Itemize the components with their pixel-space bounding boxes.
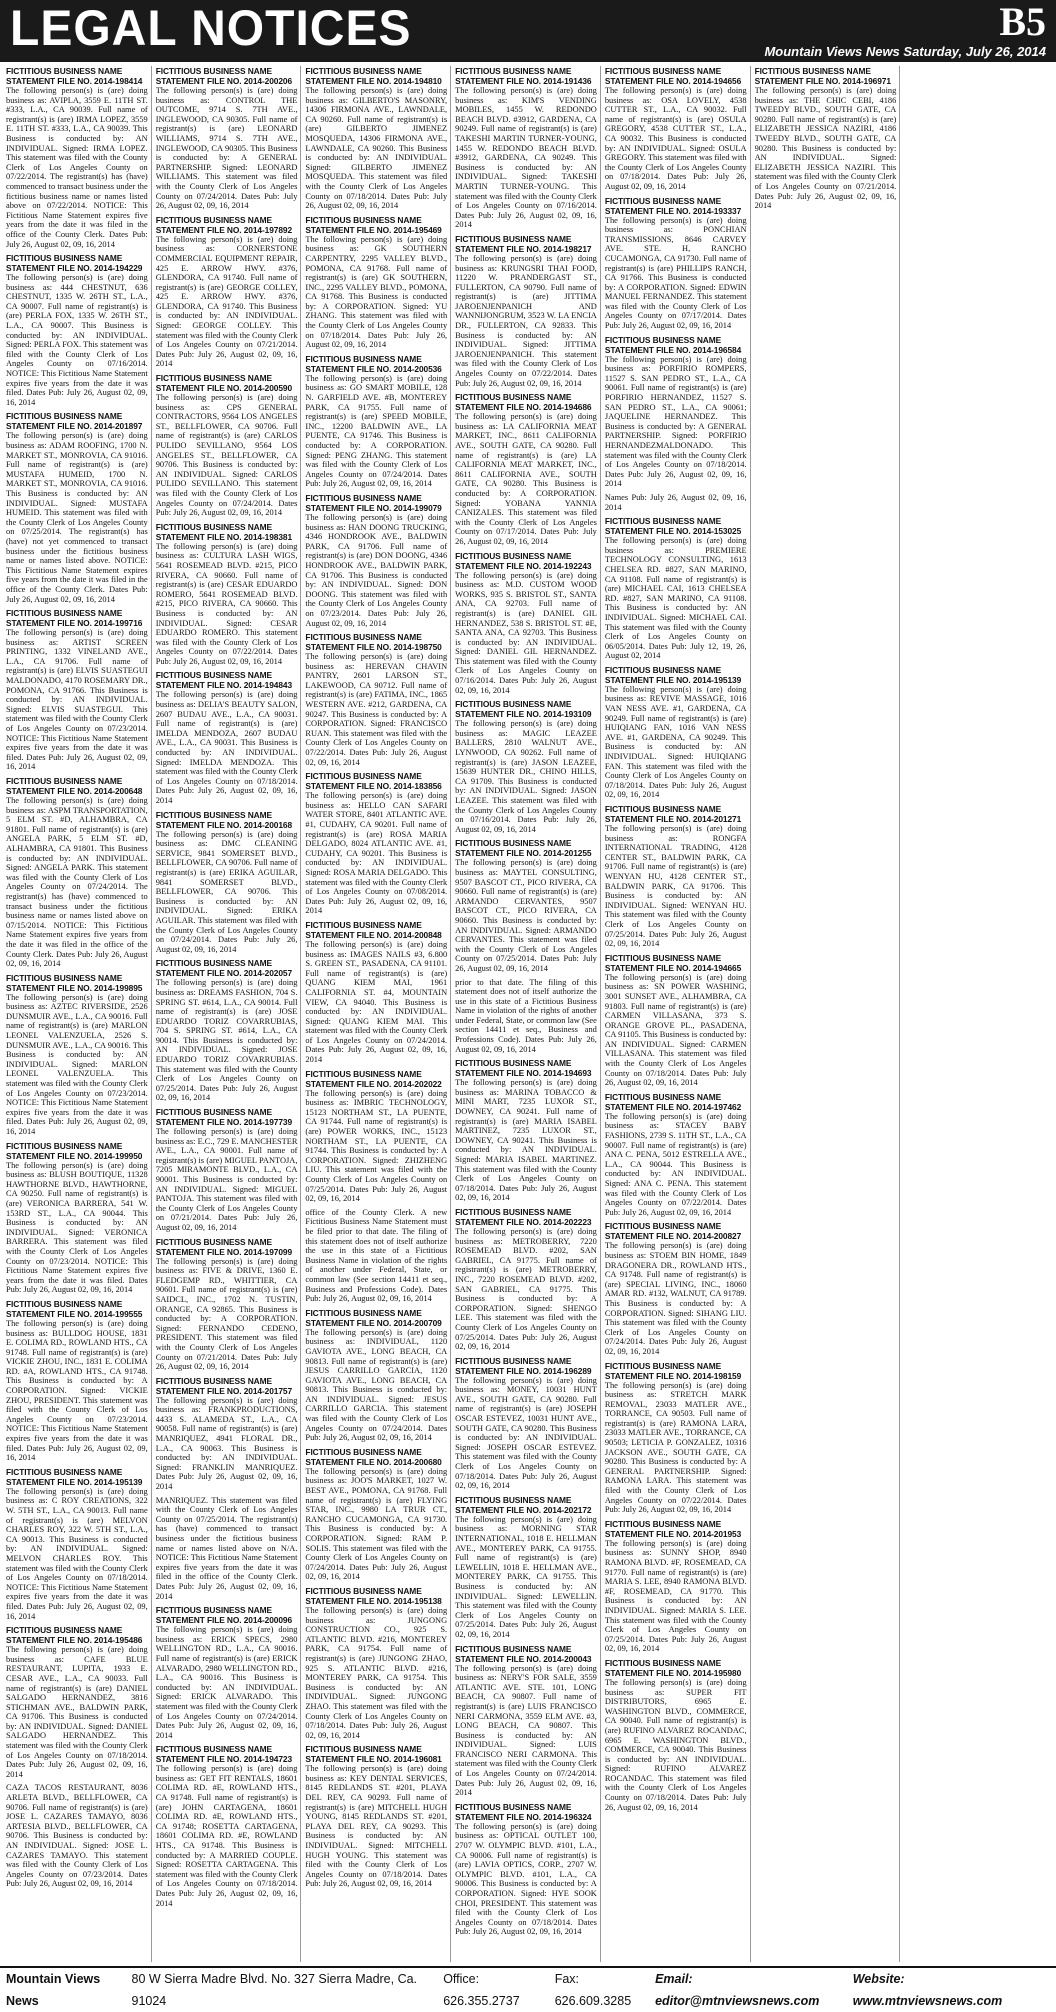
legal-notice xyxy=(305,215,447,350)
notice-body: The following person(s) is (are) doing business as: JUNGONG CONSTRUCTION CO., 925 S. ATLANTIC BLVD. #216, MONTEREY PARK, CA 91754. Full name of registrant(s) is (are) JUNGONG ZHAO, 925 S. ATLANTIC BLVD. #216, MONTEREY PARK, CA 91754. This Business is conducted by: AN INDIVIDUAL. Signed: JUNGONG ZHAO. This statement was filed with the County Clerk of Los Angeles County on 07/18/2014. Dates Pub: July 26, August 02, 09, 16, 2014 xyxy=(305,1605,448,1740)
notice-heading: FICTITIOUS BUSINESS NAME STATEMENT FILE NO. 2014-153025 xyxy=(604,516,742,537)
notice-heading: FICTITIOUS BUSINESS NAME STATEMENT FILE NO. 2014-200206 xyxy=(155,66,293,86)
notice-body: The following person(s) is (are) doing business as: C ROY CREATIONS, 322 W. 5TH ST., L.A., CA 90013. Full name of registrant(s) is (are) MELVON CHARLES ROY, 322 W. 5TH ST., L.A., CA 90013. This Business is conducted by: AN INDIVIDUAL. Signed: MELVON CHARLES ROY. This statement was filed with the County Clerk of Los Angeles County on 07/18/2014. NOTICE: This Fictitious Name Statement expires five years from the date it was filed. Dates Pub: July 26, August 02, 09, 16, 2014 xyxy=(6,1486,148,1621)
notice-heading: FICTITIOUS BUSINESS NAME STATEMENT FILE NO. 2014-201757 xyxy=(155,1375,293,1396)
notice-body: The following person(s) is (are) doing business as: HAN DOONG TRUCKING, 4346 HONDROOK AVE., BALDWIN PARK, CA 91706. Full name of registrant(s) is (are) DON DOONG, 4346 HONDROOK AVE., BALDWIN PARK, CA 91706. This Business is conducted by: AN INDIVIDUAL. Signed: DON DOONG. This statement was filed with the County Clerk of Los Angeles County on 07/23/2014. Dates Pub: July 26, August 02, 09, 16, 2014 xyxy=(305,512,448,628)
notice-body: The following person(s) is (are) doing business as: HELLO CAN SAFARI WATER STORE, 8401 ATLANTIC AVE. #1, CUDAHY, CA 90201. Full name of registrant(s) is (are) ROSA MARIA DELGADO, 8024 ATLANTIC AVE. #1, CUDAHY, CA 90201. This Business is conducted by: AN INDIVIDUAL. Signed: ROSA MARIA DELGADO. This statement was filed with the County Clerk of Los Angeles County on 07/08/2014. Dates Pub: July 26, August 02, 09, 16, 2014 xyxy=(305,791,448,916)
notice-body: The following person(s) is (are) doing business as: MAYTEL CONSULTING, 9507 BASCOT CT., PICO RIVERA, CA 90660. Full name of registrant(s) is (are) ARMANDO CERVANTES, 9507 BASCOT CT., PICO RIVERA, CA 90660. This Business is conducted by: AN INDIVIDUAL. Signed: ARMANDO CERVANTES. This statement was filed with the County Clerk of Los Angeles County on 07/25/2014. Dates Pub: July 26, August 02, 09, 16, 2014 xyxy=(455,858,597,973)
legal-notice xyxy=(605,1092,747,1218)
notice-body: Names Pub: July 26, August 02, 09, 16, 2014 xyxy=(604,492,747,512)
notice-body: The following person(s) is (are) doing business as: STRETCH MARK REMOVAL, 23033 MATLER AVE., TORRANCE, CA 90503. Full name of registrant(s) is (are) RAMONA LARA, 23033 MATLER AVE., TORRANCE, CA 90503; LETICIA P. GONZALEZ, 10316 JACKSON AVE., SOUTH GATE, CA 90280. This Business is conducted by: A GENERAL PARTNERSHIP. Signed: RAMONA LARA. This statement was filed with the County Clerk of Los Angeles County on 07/22/2014. Dates Pub: July 26, August 02, 09, 16, 2014 xyxy=(604,1380,747,1515)
page-footer xyxy=(0,1966,1056,2008)
notice-body: The following person(s) is (are) doing business as: CULTURA LASH WIGS, 5641 ROSEMEAD BLVD. #215, PICO RIVERA, CA 90660. Full name of registrant(s) is (are) CESAR EDUARDO ROMERO, 5641 ROSEMEAD BLVD. #215, PICO RIVERA, CA 90660. This Business is conducted by: AN INDIVIDUAL. Signed: CESAR EDUARDO ROMERO. This statement was filed with the County Clerk of Los Angeles County on 07/22/2014. Dates Pub: July 26, August 02, 09, 16, 2014 xyxy=(155,541,298,666)
notice-heading: FICTITIOUS BUSINESS NAME STATEMENT FILE NO. 2014-198381 xyxy=(155,521,293,542)
notice-body: The following person(s) is (are) doing business as: FRANKPRODUCTIONS, 4433 S. ALAMEDA ST., L.A., CA 90058. Full name of registrant(s) is (are) MANRIQUEZ, 4941 FLORAL DR., L.A., CA 90063. This Business is conducted by: AN INDIVIDUAL. Signed: FRANKLIN MANRIQUEZ. Dates Pub: July 26, August 02, 09, 16, 2014 xyxy=(155,1395,298,1492)
notice-heading: FICTITIOUS BUSINESS NAME STATEMENT FILE NO. 2014-195469 xyxy=(305,214,442,235)
notice-body: The following person(s) is (are) doing business as: CAFE BLUE RESTAURANT, LUPITA, 1933 E. CESAR AVE., L.A., CA 90033. Full name of registrant(s) is (are) DANIEL SALGADO HERNANDEZ, 3816 STICHMAN AVE., BALDWIN PARK, CA 91706. This Business is conducted by: AN INDIVIDUAL. Signed: DANIEL SALGADO HERNANDEZ. This statement was filed with the County Clerk of Los Angeles County on 07/18/2014. Dates Pub: July 26, August 02, 09, 16, 2014 xyxy=(6,1645,148,1779)
notice-heading: FICTITIOUS BUSINESS NAME STATEMENT FILE NO. 2014-202172 xyxy=(455,1494,592,1515)
legal-notice xyxy=(455,551,597,696)
legal-notice xyxy=(156,1605,298,1740)
legal-notice xyxy=(605,516,747,661)
footer-email: Email: editor@mtnviewsnews.com xyxy=(655,1972,820,2008)
notice-body: The following person(s) is (are) doing business as: IMBRIC TECHNOLOGY, 15123 NORTHAM ST., LA PUENTE, CA 91744. Full name of registrant(s) is (are) POWER WORKS, INC., 15123 NORTHAM ST., LA PUENTE, CA 91744. This Business is conducted by: A CORPORATION. Signed: ZHIZHENG LIU. This statement was filed with the County Clerk of Los Angeles County on 07/25/2014. Dates Pub: July 26, August 02, 09, 16, 2014 xyxy=(305,1088,448,1204)
column-5 xyxy=(605,66,751,1962)
footer-office-phone: Office: 626.355.2737 xyxy=(443,1972,520,2008)
legal-notice xyxy=(156,958,298,1103)
legal-notice xyxy=(6,1299,148,1463)
notice-heading: FICTITIOUS BUSINESS NAME STATEMENT FILE NO. 2014-200680 xyxy=(305,1446,442,1467)
legal-notice xyxy=(305,1744,447,1889)
legal-notice xyxy=(605,1658,747,1812)
legal-notice xyxy=(156,810,298,955)
notice-body: The following person(s) is (are) doing business as: MONEY, 10031 HUNT AVE., SOUTH GATE, CA 90280. Full name of registrant(s) is (are) JOSEPH OSCAR ESTEVEZ, 10031 HUNT AVE., SOUTH GATE, CA 90280. This Business is conducted by: AN INDIVIDUAL. Signed: JOSEPH OSCAR ESTEVEZ. This statement was filed with the County Clerk of Los Angeles County on 07/18/2014. Dates Pub: July 26, August 02, 09, 16, 2014 xyxy=(455,1375,597,1491)
legal-notice xyxy=(156,66,298,211)
column-2 xyxy=(156,66,302,1962)
notice-body: The following person(s) is (are) doing business as: CORNERSTONE COMMERCIAL EQUIPMENT REPAIR, 425 E. ARROW HWY. #376, GLENDORA, CA 91740. Full name of registrant(s) is (are) GEORGE COLLEY, 425 E. ARROW HWY. #376, GLENDORA, CA 91740. This Business is conducted by: AN INDIVIDUAL. Signed: GEORGE COLLEY. This statement was filed with the County Clerk of Los Angeles County on 07/21/2014. Dates Pub: July 26, August 02, 09, 16, 2014 xyxy=(155,234,298,369)
notice-heading: FICTITIOUS BUSINESS NAME STATEMENT FILE NO. 2014-183856 xyxy=(305,771,442,792)
legal-notice xyxy=(305,771,447,916)
legal-notice xyxy=(305,632,447,767)
notice-body: The following person(s) is (are) doing business as: RONGFA INTERNATIONAL TRADING, 4128 CENTER ST., BALDWIN PARK, CA 91706. Full name of registrant(s) is (are) WENYAN HU, 4128 CENTER ST., BALDWIN PARK, CA 91706. This Business is conducted by: AN INDIVIDUAL. Signed: WENYAN HU. This statement was filed with the County Clerk of Los Angeles County on 07/25/2014. Dates Pub: July 26, August 02, 09, 16, 2014 xyxy=(604,824,747,949)
notice-body: office of the County Clerk. A new Fictitious Business Name Statement must be filed prior to that date. The filing of this statement does not of itself authorize the use in this state of a Fictitious Business Name in violation of the rights of another under Federal, State, or common law (See section 14411 et seq., Business and Professions Code). Dates Pub: July 26, August 02, 09, 16, 2014 xyxy=(305,1207,448,1304)
notice-body: The following person(s) is (are) doing business as: KIM'S VENDING MOBILES, 1455 W. REDONDO BEACH BLVD. #3912, GARDENA, CA 90249. Full name of registrant(s) is (are) TAKESHI MARTIN TURNER-YOUNG, 1455 W. REDONDO BEACH BLVD. #3912, GARDENA, CA 90249. This Business is conducted by: AN INDIVIDUAL. Signed: TAKESHI MARTIN TURNER-YOUNG. This statement was filed with the County Clerk of Los Angeles County on 07/16/2014. Dates Pub: July 26, August 02, 09, 16, 2014 xyxy=(455,86,597,230)
notice-body: The following person(s) is (are) doing business as: THE CHIC CEBI, 4186 TWEEDY BLVD., SOUTH GATE, CA 90280. Full name of registrant(s) is (are) ELIZABETH JESSICA NAZIRI, 4186 TWEEDY BLVD., SOUTH GATE, CA 90280. This Business is conducted by: AN INDIVIDUAL. Signed: ELIZABETH JESSICA NAZIRI. This statement was filed with the County Clerk of Los Angeles County on 07/21/2014. Dates Pub: July 26, August 02, 09, 16, 2014 xyxy=(754,86,897,211)
legal-notice xyxy=(455,1058,597,1203)
column-4 xyxy=(455,66,601,1962)
legal-notice xyxy=(156,373,298,518)
notice-body: The following person(s) is (are) doing business as: SUNNY SHOP, 8940 RAMONA BLVD. #F, ROSEMEAD, CA 91770. Full name of registrant(s) is (are) MARIA S. LEE, 8940 RAMONA BLVD. #F, ROSEMEAD, CA 91770. This Business is conducted by: AN INDIVIDUAL. Signed: MARIA S. LEE. This statement was filed with the County Clerk of Los Angeles County on 07/25/2014. Dates Pub: July 26, August 02, 09, 16, 2014 xyxy=(604,1538,747,1654)
notice-body: The following person(s) is (are) doing business as: GILBERTO'S MASONRY, 14306 FIRMONA AVE., LAWNDALE, CA 90260. Full name of registrant(s) is (are) GILBERTO JIMENEZ MOSQUEDA, 14306 FIRMONA AVE., LAWNDALE, CA 90260. This Business is conducted by: AN INDIVIDUAL. Signed: GILBERTO JIMENEZ MOSQUEDA. This statement was filed with the County Clerk of Los Angeles County on 07/18/2014. Dates Pub: July 26, August 02, 09, 16, 2014 xyxy=(305,86,448,211)
legal-notice xyxy=(455,66,597,230)
column-7 xyxy=(904,66,1050,1962)
notice-heading: FICTITIOUS BUSINESS NAME STATEMENT FILE NO. 2014-201953 xyxy=(604,1518,742,1539)
notice-heading: FICTITIOUS BUSINESS NAME STATEMENT FILE NO. 2014-198750 xyxy=(305,632,442,653)
notice-body: The following person(s) is (are) doing business as: BULLDOG HOUSE, 1831 E. COLIMA RD., ROWLAND HTS., CA 91748. Full name of registrant(s) is (are) VICKIE ZHOU, INC., 1831 E. COLIMA RD. #A, ROWLAND HTS., CA 91748. This Business is conducted by: A CORPORATION. Signed: VICKIE ZHOU, PRESIDENT. This statement was filed with the County Clerk of Los Angeles County on 07/23/2014. NOTICE: This Fictitious Name Statement expires five years from the date it was filed. Dates Pub: July 26, August 02, 09, 16, 2014 xyxy=(6,1318,148,1463)
legal-notice xyxy=(455,1802,597,1937)
notice-heading: FICTITIOUS BUSINESS NAME STATEMENT FILE NO. 2014-200043 xyxy=(455,1643,592,1664)
notice-body: The following person(s) is (are) doing business as: M.D. CUSTOM WOOD WORKS, 935 S. BRISTOL ST., SANTA ANA, CA 92703. Full name of registrant(s) is (are) DANIEL GIL HERNANDEZ, 538 S. BRISTOL ST. #E, SANTA ANA, CA 92703. This Business is conducted by: AN INDIVIDUAL. Signed: DANIEL GIL HERNANDEZ. This statement was filed with the County Clerk of Los Angeles County on 07/16/2014. Dates Pub: July 26, August 02, 09, 16, 2014 xyxy=(455,570,597,695)
notice-heading: FICTITIOUS BUSINESS NAME STATEMENT FILE NO. 2014-191436 xyxy=(455,66,592,86)
legal-notice xyxy=(305,1208,447,1304)
legal-notice xyxy=(305,493,447,628)
footer-fax: Fax: 626.609.3285 xyxy=(554,1972,632,2008)
legal-notice xyxy=(605,1519,747,1654)
notice-body: The following person(s) is (are) doing business as: SN POWER WASHING, 3001 SUNSET AVE., ALHAMBRA, CA 91803. Full name of registrant(s) is (are) CARMEN VILLASANA, 373 S. ORANGE GROVE PL., PASADENA, CA 91105. This Business is conducted by: AN INDIVIDUAL. Signed: CARMEN VILLASANA. This statement was filed with the County Clerk of Los Angeles County on 07/18/2014. Dates Pub: July 26, August 02, 09, 16, 2014 xyxy=(604,972,747,1088)
notice-body: CAZA TACOS RESTAURANT, 8036 ARLETA BLVD., BELLFLOWER, CA 90706. Full name of registrant(s) is (are) JOSE L. CAZARES TAMAYO, 8036 ARTESIA BLVD., BELLFLOWER, CA 90706. This Business is conducted by: AN INDIVIDUAL. Signed: JOSE L. CAZARES TAMAYO. This statement was filed with the County Clerk of Los Angeles County on 07/23/2014. Dates Pub: July 26, August 02, 09, 16, 2014 xyxy=(6,1783,148,1889)
notice-body: The following person(s) is (are) doing business as: E.C., 729 E. MANCHESTER AVE., L.A., CA 90001. Full name of registrant(s) is (are) MIGUEL PANTOJA, 7205 MIRAMONTE BLVD., L.A., CA 90001. This Business is conducted by: AN INDIVIDUAL. Signed: MIGUEL PANTOJA. This statement was filed with the County Clerk of Los Angeles County on 07/21/2014. Dates Pub: July 26, August 02, 09, 16, 2014 xyxy=(155,1127,298,1232)
notice-heading: FICTITIOUS BUSINESS NAME STATEMENT FILE NO. 2014-196324 xyxy=(455,1801,592,1822)
notice-heading: FICTITIOUS BUSINESS NAME STATEMENT FILE NO. 2014-194723 xyxy=(155,1744,293,1765)
legal-notice xyxy=(6,973,148,1137)
notice-body: The following person(s) is (are) doing business as: IMAGES NAILS #3, 6.800 S. GREEN ST., PASADENA, CA 91101. Full name of registrant(s) is (are) QUANG KIEM MAI, 1961 CALIFORNIA ST. #4, MOUNTAIN VIEW, CA 94040. This Business is conducted by: AN INDIVIDUAL. Signed: QUANG KIEM MAI. This statement was filed with the County Clerk of Los Angeles County on 07/24/2014. Dates Pub: July 26, August 02, 09, 16, 2014 xyxy=(305,939,448,1065)
legal-notice xyxy=(6,1467,148,1621)
legal-notice xyxy=(156,1376,298,1492)
notice-heading: FICTITIOUS BUSINESS NAME STATEMENT FILE NO. 2014-195138 xyxy=(305,1585,442,1606)
legal-notice xyxy=(156,1237,298,1372)
notice-body: The following person(s) is (are) doing business as: ADAM ROOFING, 1700 N. MARKET ST., MONROVIA, CA 91016. Full name of registrant(s) is (are) MUSTAFA HUMEID, 1700 N. MARKET ST., MONROVIA, CA 91016. This Business is conducted by: AN INDIVIDUAL. Signed: MUSTAFA HUMEID. This statement was filed with the County Clerk of Los Angeles County on 07/25/2014. The registrant(s) has (have) not yet commenced to transact business under the fictitious business name or names listed above. NOTICE: This Fictitious Name Statement expires five years from the date it was filed in the office of the County Clerk. Dates Pub: July 26, August 02, 09, 16, 2014 xyxy=(6,431,148,604)
legal-notice xyxy=(6,411,148,604)
footer-website: Website: www.mtnviewsnews.com xyxy=(852,1972,1003,2008)
legal-notice xyxy=(605,804,747,949)
notice-heading: FICTITIOUS BUSINESS NAME STATEMENT FILE NO. 2014-199079 xyxy=(305,492,442,513)
legal-notice xyxy=(605,1361,747,1515)
notice-heading: FICTITIOUS BUSINESS NAME STATEMENT FILE NO. 2014-200168 xyxy=(155,809,293,830)
notice-heading: FICTITIOUS BUSINESS NAME STATEMENT FILE NO. 2014-197739 xyxy=(155,1107,293,1128)
notice-heading: FICTITIOUS BUSINESS NAME STATEMENT FILE NO. 2014-201897 xyxy=(6,411,143,432)
notice-body: The following person(s) is (are) doing business as: STOEM BIN HOME, 1849 DRAGONERA DR., ROWLAND HTS., CA 91748. Full name of registrant(s) is (are) SPECIAL LIVING, INC., 18060 AMAR RD. #132, WALNUT, CA 91789. This Business is conducted by: A CORPORATION. Signed: SIHANG LIU. This statement was filed with the County Clerk of Los Angeles County on 07/24/2014. Dates Pub: July 26, August 02, 09, 16, 2014 xyxy=(604,1241,747,1356)
notice-body: The following person(s) is (are) doing business as: STACEY BABY FASHIONS, 2739 S. 11TH ST., L.A., CA 90007. Full name of registrant(s) is (are) ANA C. PENA, 5012 ESTRELLA AVE., L.A., CA 90044. This Business is conducted by: AN INDIVIDUAL. Signed: ANA C. PENA. This statement was filed with the County Clerk of Los Angeles County on 07/22/2014. Dates Pub: July 26, August 02, 09, 16, 2014 xyxy=(604,1111,747,1217)
notice-heading: FICTITIOUS BUSINESS NAME STATEMENT FILE NO. 2014-193109 xyxy=(455,699,592,720)
notice-body: The following person(s) is (are) doing business as: MARINA TOBACCO & MINI MART, 7235 LUXOR ST., DOWNEY, CA 90241. Full name of registrant(s) is (are) MARIA ISABEL MARTINEZ, 7235 LUXOR ST., DOWNEY, CA 90241. This Business is conducted by: AN INDIVIDUAL. Signed: MARIA ISABEL MARTINEZ. This statement was filed with the County Clerk of Los Angeles County on 07/18/2014. Dates Pub: July 26, August 02, 09, 16, 2014 xyxy=(455,1078,597,1203)
legal-notice xyxy=(455,234,597,388)
legal-notice xyxy=(156,1496,298,1602)
legal-notice xyxy=(305,354,447,489)
notice-body: The following person(s) is (are) doing business as: ASPM TRANSPORTATION, 5 ELM ST. #D, ALHAMBRA, CA 91801. Full name of registrant(s) is (are) ANGELA PARK, 5 ELM ST. #D, ALHAMBRA, CA 91801. This Business is conducted by: AN INDIVIDUAL. Signed: ANGELA PARK. This statement was filed with the County Clerk of Los Angeles County on 07/24/2014. The registrant(s) has (have) commenced to transact business under the fictitious business name or names listed above on 07/15/2014. NOTICE: This Fictitious Name Statement expires five years from the date it was filed in the office of the County Clerk. Dates Pub: July 26, August 02, 09, 16, 2014 xyxy=(6,796,148,969)
notice-body: The following person(s) is (are) doing business as: MORNING STAR INTERNATIONAL, 1018 E. HELLMAN AVE., MONTEREY PARK, CA 91755. Full name of registrant(s) is (are) LEWELLIN, 1018 E. HELLMAN AVE., MONTEREY PARK, CA 91755. This Business is conducted by: AN INDIVIDUAL. Signed: LEWELLIN. This statement was filed with the County Clerk of Los Angeles County on 07/25/2014. Dates Pub: July 26, August 02, 09, 16, 2014 xyxy=(455,1514,597,1639)
legal-notice xyxy=(605,1221,747,1356)
legal-notice xyxy=(156,1107,298,1233)
notice-heading: FICTITIOUS BUSINESS NAME STATEMENT FILE NO. 2014-200536 xyxy=(305,353,442,374)
notice-heading: FICTITIOUS BUSINESS NAME STATEMENT FILE NO. 2014-196971 xyxy=(754,66,891,86)
legal-notice xyxy=(605,196,747,331)
footer-address: 80 W Sierra Madre Blvd. No. 327 Sierra Madre, Ca. 91024 xyxy=(131,1972,418,2008)
notice-body: The following person(s) is (are) doing business as: HEREVAN CHAVIN PANTRY, 2601 LARSON ST., LAKEWOOD, CA 90712. Full name of registrant(s) is (are) FATIMA, INC., 1865 WESTERN AVE. #212, GARDENA, CA 90247. This Business is conducted by: A CORPORATION. Signed: FRANCISCO RUAN. This statement was filed with the County Clerk of Los Angeles County on 07/22/2014. Dates Pub: July 26, August 02, 09, 16, 2014 xyxy=(305,652,448,767)
legal-notice xyxy=(455,1644,597,1798)
notice-body: The following person(s) is (are) doing business as: AZTEC RIVERSIDE, 2526 DUNSMUIR AVE., L.A., CA 90016. Full name of registrant(s) is (are) MARLON LEONEL VALENZUELA, 2526 S. DUNSMUIR AVE., L.A., CA 90016. This Business is conducted by: AN INDIVIDUAL. Signed: MARLON LEONEL VALENZUELA. This statement was filed with the County Clerk of Los Angeles County on 07/23/2014. NOTICE: This Fictitious Name Statement expires five years from the date it was filed. Dates Pub: July 26, August 02, 09, 16, 2014 xyxy=(6,992,148,1136)
notice-body: The following person(s) is (are) doing business as: NERY'S FOR SALE, 3559 ATLANTIC AVE. STE. 101, LONG BEACH, CA 90807. Full name of registrant(s) is (are) LUIS FRANCISCO NERI CARMONA, 3559 ELM AVE. #3, LONG BEACH, CA 90807. This Business is conducted by: AN INDIVIDUAL. Signed: LUIS FRANCISCO NERI CARMONA. This statement was filed with the County Clerk of Los Angeles County on 07/24/2014. Dates Pub: July 26, August 02, 09, 16, 2014 xyxy=(455,1663,597,1798)
legal-notice xyxy=(305,66,447,211)
notice-heading: FICTITIOUS BUSINESS NAME STATEMENT FILE NO. 2014-192243 xyxy=(455,550,592,571)
notice-body: The following person(s) is (are) doing business as: 444 CHESTNUT, 636 CHESTNUT, 1335 W. 26TH ST., L.A., CA 90007. Full name of registrant(s) is (are) PERLA FOX, 1335 W. 26TH ST., L.A., CA 90007. This Business is conducted by: AN INDIVIDUAL. Signed: PERLA FOX. This statement was filed with the County Clerk of Los Angeles County on 07/16/2014. NOTICE: This Fictitious Name Statement expires five years from the date it was filed. Dates Pub: July 26, August 02, 09, 16, 2014 xyxy=(6,273,148,407)
notice-heading: FICTITIOUS BUSINESS NAME STATEMENT FILE NO. 2014-199895 xyxy=(6,972,143,993)
column-1 xyxy=(6,66,152,1962)
notice-heading: FICTITIOUS BUSINESS NAME STATEMENT FILE NO. 2014-194656 xyxy=(604,66,742,86)
legal-notice xyxy=(755,66,897,211)
legal-notice xyxy=(156,522,298,667)
notice-columns xyxy=(6,66,1050,1962)
notice-body: The following person(s) is (are) doing business as: OSA LOVELY, 4538 CUTTER ST., L.A., CA 90032. Full name of registrant(s) is (are) OSULA GREGORY, 4538 CUTTER ST., L.A., CA 90032. This Business is conducted by: AN INDIVIDUAL. Signed: OSULA GREGORY. This statement was filed with the County Clerk of Los Angeles County on 07/18/2014. Dates Pub: July 26, August 02, 09, 16, 2014 xyxy=(604,86,747,191)
notice-heading: FICTITIOUS BUSINESS NAME STATEMENT FILE NO. 2014-200848 xyxy=(305,919,442,940)
legal-notice xyxy=(6,1625,148,1779)
notice-body: The following person(s) is (are) doing business as: KEY DENTAL SERVICES, 8145 REDLANDS ST. #201, PLAYA DEL REY, CA 90293. Full name of registrant(s) is (are) MITCHELL HUGH YOUNG, 8145 REDLANDS ST. #201, PLAYA DEL REY, CA 90293. This Business is conducted by: AN INDIVIDUAL. Signed: MITCHELL HUGH YOUNG. This statement was filed with the County Clerk of Los Angeles County on 07/18/2014. Dates Pub: July 26, August 02, 09, 16, 2014 xyxy=(305,1764,448,1889)
notice-body: The following person(s) is (are) doing business as: GK SOUTHERN CARPENTRY, 2295 VALLEY BLVD., POMONA, CA 91768. Full name of registrant(s) is (are) GK SOUTHERN, INC., 2295 VALLEY BLVD., POMONA, CA 91768. This Business is conducted by: A CORPORATION. Signed: YU ZHANG. This statement was filed with the County Clerk of Los Angeles County on 07/18/2014. Dates Pub: July 26, August 02, 09, 16, 2014 xyxy=(305,234,448,350)
notice-body: The following person(s) is (are) doing business as: PORFIRIO ROMPERS, 11527 S. SAN PEDRO ST., L.A., CA 90061. Full name of registrant(s) is (are) PORFIRIO HERNANDEZ, 11527 S. SAN PEDRO ST., L.A., CA 90061; JAQUELINE HERNANDEZ. This Business is conducted by: A GENERAL PARTNERSHIP. Signed: PORFIRIO HERNANDEZMALDONADO. This statement was filed with the County Clerk of Los Angeles County on 07/18/2014. Dates Pub: July 26, August 02, 09, 16, 2014 xyxy=(604,354,747,489)
notice-heading: FICTITIOUS BUSINESS NAME STATEMENT FILE NO. 2014-197099 xyxy=(155,1236,293,1257)
legal-notice xyxy=(305,920,447,1065)
notice-body: The following person(s) is (are) doing business as: DMC CLEANING SERVICE, 9841 SOMERSET BLVD., BELLFLOWER, CA 90706. Full name of registrant(s) is (are) ERIKA AGUILAR, 9841 SOMERSET BLVD., BELLFLOWER, CA 90706. This Business is conducted by: AN INDIVIDUAL. Signed: ERIKA AGUILAR. This statement was filed with the County Clerk of Los Angeles County on 07/24/2014. Dates Pub: July 26, August 02, 09, 16, 2014 xyxy=(155,829,298,954)
notice-heading: FICTITIOUS BUSINESS NAME STATEMENT FILE NO. 2014-194843 xyxy=(155,670,293,691)
legal-notice xyxy=(455,1495,597,1640)
legal-notice xyxy=(6,608,148,772)
notice-heading: FICTITIOUS BUSINESS NAME STATEMENT FILE NO. 2014-199950 xyxy=(6,1140,143,1161)
notice-body: The following person(s) is (are) doing business as: GET FIT RENTALS, 18601 COLIMA RD. #E, ROWLAND HTS., CA 91748. Full name of registrant(s) is (are) JOHN CARTAGENA, 18601 COLIMA RD. #E, ROWLAND HTS., CA 91748; ROSETTA CARTAGENA, 18601 COLIMA RD. #E, ROWLAND HTS., CA 91748. This Business is conducted by: A MARRIED COUPLE. Signed: ROSETTA CARTAGENA. This statement was filed with the County Clerk of Los Angeles County on 07/18/2014. Dates Pub: July 26, August 02, 09, 16, 2014 xyxy=(155,1764,298,1908)
notice-heading: FICTITIOUS BUSINESS NAME STATEMENT FILE NO. 2014-202057 xyxy=(155,958,293,979)
legal-notice xyxy=(6,776,148,969)
notice-body: The following person(s) is (are) doing business as: KRUNGSRI THAI FOOD, 11220 W. PRANDERGAST ST., FULLERTON, CA 90790. Full name of registrant(s) is (are) JITTIMA JAROENJENPANICH AND WANNIJONGRUM, 3523 W. LA ENCIA DR., FULLERTON, CA 92833. This Business is conducted by: AN INDIVIDUAL. Signed: JITTIMA JAROENJENPANICH. This statement was filed with the County Clerk of Los Angeles County on 07/22/2014. Dates Pub: July 26, August 02, 09, 16, 2014 xyxy=(455,253,597,388)
notice-heading: FICTITIOUS BUSINESS NAME STATEMENT FILE NO. 2014-202022 xyxy=(305,1068,442,1089)
legal-notice xyxy=(455,392,597,546)
notice-heading: FICTITIOUS BUSINESS NAME STATEMENT FILE NO. 2014-194693 xyxy=(455,1058,592,1079)
legal-notice xyxy=(455,838,597,973)
legal-notice xyxy=(605,335,747,489)
notice-heading: FICTITIOUS BUSINESS NAME STATEMENT FILE NO. 2014-199716 xyxy=(6,608,143,629)
notice-heading: FICTITIOUS BUSINESS NAME STATEMENT FILE NO. 2014-196584 xyxy=(604,334,742,355)
notice-heading: FICTITIOUS BUSINESS NAME STATEMENT FILE NO. 2014-200590 xyxy=(155,373,293,394)
legal-notice xyxy=(455,1207,597,1352)
notice-heading: FICTITIOUS BUSINESS NAME STATEMENT FILE NO. 2014-196081 xyxy=(305,1744,442,1765)
legal-notice xyxy=(305,1069,447,1204)
legal-notice xyxy=(605,665,747,800)
legal-notice xyxy=(305,1308,447,1443)
notice-body: The following person(s) is (are) doing business as: JOO'S MARKET, 1027 W. BEST AVE., POMONA, CA 91768. Full name of registrant(s) is (are) FLYING STAR, INC., 9980 LA TRUR CT., RANCHO CUCAMONGA, CA 91730. This Business is conducted by: A CORPORATION. Signed: RAM P. SOLIS. This statement was filed with the County Clerk of Los Angeles County on 07/24/2014. Dates Pub: July 26, August 02, 09, 16, 2014 xyxy=(305,1466,448,1582)
notice-heading: FICTITIOUS BUSINESS NAME STATEMENT FILE NO. 2014-200096 xyxy=(155,1605,293,1626)
notice-heading: FICTITIOUS BUSINESS NAME STATEMENT FILE NO. 2014-196289 xyxy=(455,1355,592,1376)
notice-heading: FICTITIOUS BUSINESS NAME STATEMENT FILE NO. 2014-195139 xyxy=(604,664,742,685)
notice-body: The following person(s) is (are) doing business as: ERICK SPECS, 2980 WELLINGTON RD., L.A., CA 90016. Full name of registrant(s) is (are) ERICK ALVARADO, 2980 WELLINGTON RD., L.A., CA 90016. This Business is conducted by: AN INDIVIDUAL. Signed: ERICK ALVARADO. This statement was filed with the County Clerk of Los Angeles County on 07/24/2014. Dates Pub: July 26, August 02, 09, 16, 2014 xyxy=(155,1625,298,1740)
legal-notice xyxy=(455,699,597,834)
notice-heading: FICTITIOUS BUSINESS NAME STATEMENT FILE NO. 2014-194686 xyxy=(455,392,592,413)
notice-body: The following person(s) is (are) doing business as: GO SMART MOBILE, 128 N. GARFIELD AVE. #B, MONTEREY PARK, CA 91755. Full name of registrant(s) is (are) SPEED MOBILE, INC., 12200 BALDWIN AVE., LA PUENTE, CA 91746. This Business is conducted by: A CORPORATION. Signed: PENG ZHANG. This statement was filed with the County Clerk of Los Angeles County on 07/24/2014. Dates Pub: July 26, August 02, 09, 16, 2014 xyxy=(305,373,448,489)
legal-notice xyxy=(6,253,148,407)
legal-notice xyxy=(305,1447,447,1582)
notice-body: The following person(s) is (are) doing business as: DELIA'S BEAUTY SALON, 2607 BUDAU AVE., L.A., CA 90031. Full name of registrant(s) is (are) IMELDA MENDOZA, 2607 BUDAU AVE., L.A., CA 90031. This Business is conducted by: AN INDIVIDUAL. Signed: IMELDA MENDOZA. This statement was filed with the County Clerk of Los Angeles County on 07/18/2014. Dates Pub: July 26, August 02, 09, 16, 2014 xyxy=(155,690,298,805)
legal-notice xyxy=(6,1783,148,1889)
notice-heading: FICTITIOUS BUSINESS NAME STATEMENT FILE NO. 2014-197892 xyxy=(155,214,293,235)
notice-heading: FICTITIOUS BUSINESS NAME STATEMENT FILE NO. 2014-198414 xyxy=(6,66,143,86)
legal-notice xyxy=(605,953,747,1088)
legal-notice xyxy=(455,1356,597,1491)
notice-heading: FICTITIOUS BUSINESS NAME STATEMENT FILE NO. 2014-194810 xyxy=(305,66,442,86)
column-6 xyxy=(755,66,901,1962)
notice-body: The following person(s) is (are) doing business as: DREAMS FASHION, 704 S. SPRING ST. #614, L.A., CA 90014. Full name of registrant(s) is (are) JOSE EDUARDO TORIZ COVARRUBIAS, 704 S. SPRING ST. #614, L.A., CA 90014. This Business is conducted by: AN INDIVIDUAL. Signed: JOSE EDUARDO TORIZ COVARRUBIAS. This statement was filed with the County Clerk of Los Angeles County on 07/25/2014. Dates Pub: July 26, August 02, 09, 16, 2014 xyxy=(155,978,298,1103)
page-number: B5 xyxy=(999,0,1046,44)
notice-body: The following person(s) is (are) doing business as: CPS GENERAL CONTRACTORS, 9564 LOS ANGELES ST., BELLFLOWER, CA 90706. Full name of registrant(s) is (are) CARLOS PULIDO SEVILLANO, 9564 LOS ANGELES ST., BELLFLOWER, CA 90706. This Business is conducted by: AN INDIVIDUAL. Signed: CARLOS PULIDO SEVILLANO. This statement was filed with the County Clerk of Los Angeles County on 07/24/2014. Dates Pub: July 26, August 02, 09, 16, 2014 xyxy=(155,393,298,518)
legal-notice xyxy=(156,1744,298,1908)
legal-notice xyxy=(6,66,148,249)
notice-heading: FICTITIOUS BUSINESS NAME STATEMENT FILE NO. 2014-195139 xyxy=(6,1466,143,1487)
notice-body: The following person(s) is (are) doing business as: MAGIC LEAZEE BALLERS, 2810 WALNUT AVE., LYNWOOD, CA 90262. Full name of registrant(s) is (are) JASON LEAZEE, 15639 HUNTER DR., CHINO HILLS, CA 91709. This Business is conducted by: AN INDIVIDUAL. Signed: JASON LEAZEE. This statement was filed with the County Clerk of Los Angeles County on 07/16/2014. Dates Pub: July 26, August 02, 09, 16, 2014 xyxy=(455,719,597,834)
notice-body: The following person(s) is (are) doing business as: INDIVIDUAL, 1120 GAVIOTA AVE., LONG BEACH, CA 90813. Full name of registrant(s) is (are) JESUS CARRILLO GARCIA, 1120 GAVIOTA AVE., LONG BEACH, CA 90813. This Business is conducted by: AN INDIVIDUAL. Signed: JESUS CARRILLO GARCIA. This statement was filed with the County Clerk of Los Angeles County on 07/24/2014. Dates Pub: July 26, August 02, 09, 16, 2014 xyxy=(305,1327,448,1443)
notice-heading: FICTITIOUS BUSINESS NAME STATEMENT FILE NO. 2014-194229 xyxy=(6,253,143,274)
notice-body: The following person(s) is (are) doing business as: AVIPLA, 3559 E. 11TH ST. #333, L.A., CA 90039. Full name of registrant(s) is (are) IRMA LOPEZ, 3559 E. 11TH ST. #333, L.A., CA 90039. This Business is conducted by: AN INDIVIDUAL. Signed: IRMA LOPEZ. This statement was filed with the County Clerk of Los Angeles County on 07/22/2014. The registrant(s) has (have) commenced to transact business under the fictitious business name or names listed above on 07/22/2014. NOTICE: This Fictitious Name Statement expires five years from the date it was filed in the office of the County Clerk. Dates Pub: July 26, August 02, 09, 16, 2014 xyxy=(6,86,148,249)
footer-paper-name: Mountain Views News xyxy=(6,1972,101,2008)
notice-body: prior to that date. The filing of this statement does not of itself authorize the use in this state of a Fictitious Business Name in violation of the rights of another under Federal, State, or common law (See section 14411 et seq., Business and Professions Code). Dates Pub: July 26, August 02, 09, 16, 2014 xyxy=(455,977,597,1054)
notice-body: The following person(s) is (are) doing business as: METROBERRY, 7220 ROSEMEAD BLVD. #202, SAN GABRIEL, CA 91775. Full name of registrant(s) is (are) METROBERRY, INC., 7220 ROSEMEAD BLVD. #202, SAN GABRIEL, CA 91775. This Business is conducted by: A CORPORATION. Signed: SHENGO LEE. This statement was filed with the County Clerk of Los Angeles County on 07/25/2014. Dates Pub: July 26, August 02, 09, 16, 2014 xyxy=(455,1226,597,1352)
notice-body: The following person(s) is (are) doing business as: BLUSH BOUTIQUE, 11328 HAWTHORNE BLVD., HAWTHORNE, CA 90250. Full name of registrant(s) is (are) VERONICA BARRERA, 541 W. 153RD ST., L.A., CA 90044. This Business is conducted by: AN INDIVIDUAL. Signed: VERONICA BARRERA. This statement was filed with the County Clerk of Los Angeles County on 07/23/2014. NOTICE: This Fictitious Name Statement expires five years from the date it was filed. Dates Pub: July 26, August 02, 09, 16, 2014 xyxy=(6,1160,148,1295)
notice-heading: FICTITIOUS BUSINESS NAME STATEMENT FILE NO. 2014-193337 xyxy=(604,195,742,216)
legal-notice xyxy=(605,66,747,192)
notice-heading: FICTITIOUS BUSINESS NAME STATEMENT FILE NO. 2014-201271 xyxy=(604,804,742,824)
notice-body: MANRIQUEZ. This statement was filed with the County Clerk of Los Angeles County on 07/25/2014. The registrant(s) has (have) commenced to transact business under the fictitious business name or names listed above on N/A. NOTICE: This Fictitious Name Statement expires five years from the date it was filed in the office of the County Clerk. Dates Pub: July 26, August 02, 09, 16, 2014 xyxy=(155,1495,298,1601)
notice-body: The following person(s) is (are) doing business as: SUPER FIT DISTRIBUTORS, 6965 E. WASHINGTON BLVD., COMMERCE, CA 90040. Full name of registrant(s) is (are) RUFINO ALVAREZ ROCANDAC, 6965 E. WASHINGTON BLVD., COMMERCE, CA 90040. This Business is conducted by: AN INDIVIDUAL. Signed: RUFINO ALVAREZ ROCANDAC. This statement was filed with the County Clerk of Los Angeles County on 07/18/2014. Dates Pub: July 26, August 02, 09, 16, 2014 xyxy=(604,1677,747,1812)
legal-notice xyxy=(305,1586,447,1740)
notice-body: The following person(s) is (are) doing business as: OPTICAL OUTLET 100, 2707 W. OLYMPIC BLVD. #101, L.A., CA 90006. Full name of registrant(s) is (are) LAVIA OPTICS, CORP., 2707 W. OLYMPIC BLVD. #101, L.A., CA 90006. This Business is conducted by: A CORPORATION. Signed: HYE SOOK CHOI, PRESIDENT. This statement was filed with the County Clerk of Los Angeles County on 07/18/2014. Dates Pub: July 26, August 02, 09, 16, 2014 xyxy=(455,1821,597,1937)
notice-heading: FICTITIOUS BUSINESS NAME STATEMENT FILE NO. 2014-197462 xyxy=(604,1091,742,1112)
notice-body: The following person(s) is (are) doing business as: REVIVE MASSAGE, 1016 VAN NESS AVE. #1, GARDENA, CA 90249. Full name of registrant(s) is (are) HUIQIANG FAN, 1016 VAN NESS AVE. #1, GARDENA, CA 90249. This Business is conducted by: AN INDIVIDUAL. Signed: HUIQIANG FAN. This statement was filed with the County Clerk of Los Angeles County on 07/18/2014. Dates Pub: July 26, August 02, 09, 16, 2014 xyxy=(604,684,747,800)
publication-dateline: Mountain Views News Saturday, July 26, 2014 xyxy=(764,44,1046,59)
legal-notice xyxy=(455,978,597,1055)
notice-heading: FICTITIOUS BUSINESS NAME STATEMENT FILE NO. 2014-201255 xyxy=(455,838,592,859)
notice-heading: FICTITIOUS BUSINESS NAME STATEMENT FILE NO. 2014-202223 xyxy=(455,1206,592,1227)
notice-heading: FICTITIOUS BUSINESS NAME STATEMENT FILE NO. 2014-195980 xyxy=(604,1657,742,1678)
legal-notice xyxy=(156,670,298,805)
notice-body: The following person(s) is (are) doing business as: LA CALIFORNIA MEAT MARKET, INC., 8611 CALIFORNIA AVE., SOUTH GATE, CA 90280. Full name of registrant(s) is (are) LA CALIFORNIA MEAT MARKET, INC., 8611 CALIFORNIA AVE., SOUTH GATE, CA 90280. This Business is conducted by: A CORPORATION. Signed: YOBANA YANNIA CANIZALES. This statement was filed with the County Clerk of Los Angeles County on 07/17/2014. Dates Pub: July 26, August 02, 09, 16, 2014 xyxy=(455,412,597,546)
notice-body: The following person(s) is (are) doing business as: PREMIERE TECHNOLOGY CONSULTING, 1613 CHELSEA RD. #827, SAN MARINO, CA 91108. Full name of registrant(s) is (are) MICHAEL CAI, 1613 CHELSEA RD. #827, SAN MARINO, CA 91108. This Business is conducted by: AN INDIVIDUAL. Signed: MICHAEL CAI. This statement was filed with the County Clerk of Los Angeles County on 06/05/2014. Dates Pub: July 12, 19, 26, August 02, 2014 xyxy=(604,536,747,661)
notice-body: The following person(s) is (are) doing business as: FIVE & DRIVE, 1360 E. FLEDGEMP RD., WHITTIER, CA 90601. Full name of registrant(s) is (are) SAIDCL, INC., 1702 N. TUSTIN, ORANGE, CA 92865. This Business is conducted by: A CORPORATION. Signed: FERNANDO CEDENO, PRESIDENT. This statement was filed with the County Clerk of Los Angeles County on 07/21/2014. Dates Pub: July 26, August 02, 09, 16, 2014 xyxy=(155,1256,298,1372)
notice-heading: FICTITIOUS BUSINESS NAME STATEMENT FILE NO. 2014-200648 xyxy=(6,776,143,796)
notice-heading: FICTITIOUS BUSINESS NAME STATEMENT FILE NO. 2014-200827 xyxy=(604,1221,742,1242)
notice-body: The following person(s) is (are) doing business as: CONTROL THE OUTCOME, 9714 S. 7TH AVE., INGLEWOOD, CA 90305. Full name of registrant(s) is (are) LEONARD WILLIAMS, 9714 S. 7TH AVE., INGLEWOOD, CA 90305. This Business is conducted by: A GENERAL PARTNERSHIP. Signed: LEONARD WILLIAMS. This statement was filed with the County Clerk of Los Angeles County on 07/24/2014. Dates Pub: July 26, August 02, 09, 16, 2014 xyxy=(155,86,298,211)
notice-body: The following person(s) is (are) doing business as: PONCHIAN TRANSMISSIONS, 8646 CARVEY AVE. STE. H, RANCHO CUCAMONGA, CA 91730. Full name of registrant(s) is (are) PHILLIPS RANCH, CA 91766. This Business is conducted by: A CORPORATION. Signed: EDWIN MANUEL FERNANDEZ. This statement was filed with the County Clerk of Los Angeles County on 07/17/2014. Dates Pub: July 26, August 02, 09, 16, 2014 xyxy=(604,215,747,331)
legal-notice xyxy=(156,215,298,369)
notice-heading: FICTITIOUS BUSINESS NAME STATEMENT FILE NO. 2014-194665 xyxy=(604,952,742,973)
notice-heading: FICTITIOUS BUSINESS NAME STATEMENT FILE NO. 2014-198159 xyxy=(604,1360,742,1381)
notice-heading: FICTITIOUS BUSINESS NAME STATEMENT FILE NO. 2014-195486 xyxy=(6,1625,143,1646)
column-3 xyxy=(305,66,451,1962)
notice-heading: FICTITIOUS BUSINESS NAME STATEMENT FILE NO. 2014-200709 xyxy=(305,1307,442,1328)
page-title: LEGAL NOTICES xyxy=(10,0,412,57)
notice-heading: FICTITIOUS BUSINESS NAME STATEMENT FILE NO. 2014-199555 xyxy=(6,1298,143,1319)
legal-notice xyxy=(605,493,747,512)
notice-body: The following person(s) is (are) doing business as: ARTIST SCREEN PRINTING, 1332 VINELAND AVE., L.A., CA 91706. Full name of registrant(s) is (are) ELVIS SUASTEGUI MALDONADO, 4170 ROSEMARY DR., POMONA, CA 91766. This Business is conducted by: AN INDIVIDUAL. Signed: ELVIS SUASTEGUI. This statement was filed with the County Clerk of Los Angeles County on 07/23/2014. NOTICE: This Fictitious Name Statement expires five years from the date it was filed. Dates Pub: July 26, August 02, 09, 16, 2014 xyxy=(6,628,148,772)
legal-notice xyxy=(6,1141,148,1295)
masthead xyxy=(0,0,1056,62)
notice-heading: FICTITIOUS BUSINESS NAME STATEMENT FILE NO. 2014-198217 xyxy=(455,233,592,254)
